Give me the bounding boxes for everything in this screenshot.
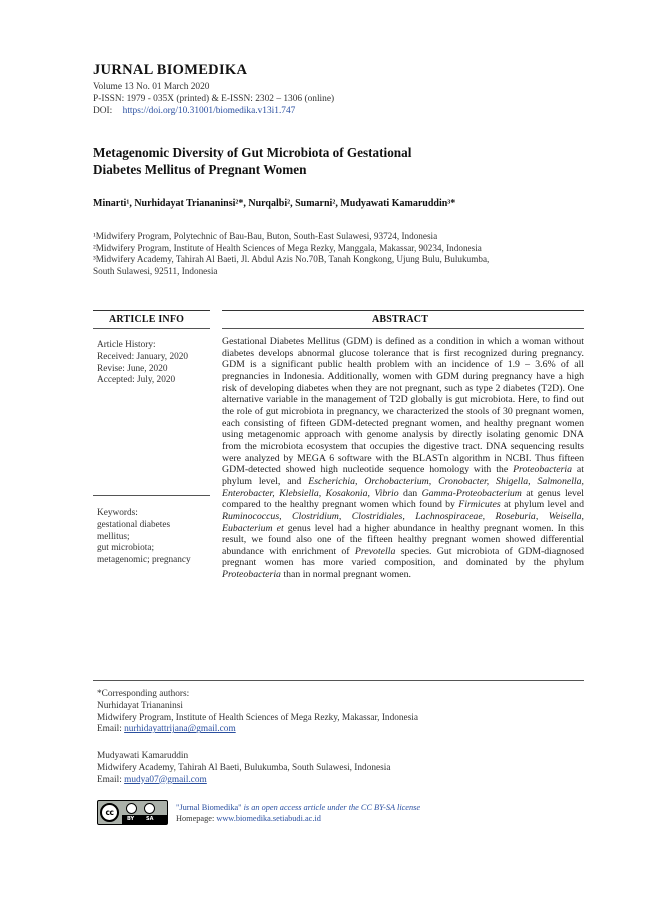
doi-link[interactable]: https://doi.org/10.31001/biomedika.v13i1.747 (122, 106, 296, 116)
abstract-part: Gestational Diabetes Mellitus (GDM) is defined as a condition in which a woman without diabetes develops abnormal glucose tolerance that is first recognized during pregnancy. GDM is a significant public health problem with an incidence of 1.9 – 3.6% of all pregnancies in Indonesia. Additionally, women with GDM during pregnancy have a high risk of developing diabetes when they are not pregnant, such as type 2 diabetes (T2D). One alternative variable in the management of T2D globally is gut microbiota. Here, to find out the role of gut microbiota in pregnancy, we characterized the stools of 30 pregnant women, each consisting of fifteen GDM-detected pregnant women, and healthy pregnant women using metagenomic approach with genome analysis by directly isolating genomic DNA from the microbiota ecosystem that occupies the digestive tract. DNA sequencing results were analyzed by MEGA 6 software with the BLASTn algorithm in NCBI. Thus fifteen GDM-detected showed high nucleotide sequence homology with the (222, 336, 584, 476)
abstract-part: dan (398, 487, 422, 499)
taxon-genera-gdm: Escherichia, Orchobacterium, Cronobacter, Shigella, Salmonella, Enterobacter, Klebsiella, Kosakonia, Vibrio (222, 475, 584, 499)
taxon-prevotella: Prevotella (354, 545, 396, 557)
affiliation-1: ¹Midwifery Program, Polytechnic of Bau-Bau, Buton, South-East Sulawesi, 93724, Indonesia (93, 231, 438, 241)
corresponding-author-2 (97, 751, 577, 786)
license-text[interactable]: is an open access article under the CC BY-SA license (241, 803, 421, 812)
corresponding-label: *Corresponding authors: (97, 689, 190, 699)
keyword-2: gut microbiota; (97, 543, 155, 554)
homepage-label: Homepage: (176, 813, 217, 823)
author1-email-link[interactable]: nurhidayattrijana@gmail.com (124, 724, 236, 735)
author2-email-line (97, 775, 577, 787)
abstract-part: at phylum level and (500, 499, 584, 511)
person-icon (126, 803, 137, 814)
email-label: Email: (97, 774, 125, 785)
corresponding-author-1 (97, 689, 577, 736)
author2-affiliation: Midwifery Academy, Tahirah Al Baeti, Bulukumba, South Sulawesi, Indonesia (97, 762, 391, 773)
license-line (176, 803, 420, 814)
homepage-link[interactable]: www.biomedika.setiabudi.ac.id (216, 813, 321, 823)
sa-label: SA (146, 816, 154, 822)
keyword-3: metagenomic; pregnancy (97, 555, 191, 566)
article-title-line-2: Diabetes Mellitus of Pregnant Women (93, 161, 307, 177)
history-label: Article History: (97, 340, 156, 350)
cc-icon: cc (100, 803, 119, 822)
article-history (97, 340, 188, 387)
author1-affiliation: Midwifery Program, Institute of Health Sciences of Mega Rezky, Makassar, Indonesia (97, 712, 418, 723)
doi-line (93, 105, 295, 117)
abstract-part: species. Gut microbiota of GDM-diagnosed pregnant women has more varied composition, and dominated by the phylum (222, 545, 584, 569)
abstract-part: at phylum level, and (222, 464, 584, 487)
footer-rule (93, 680, 584, 681)
article-title-line-1: Metagenomic Diversity of Gut Microbiota of Gestational (93, 145, 412, 160)
issn-info: P-ISSN: 1979 - 035X (printed) & E-ISSN: 2302 – 1306 (online) (93, 94, 335, 104)
journal-title: JURNAL BIOMEDIKA (93, 62, 248, 78)
doi-label: DOI: (93, 106, 113, 116)
affiliation-3: ³Midwifery Academy, Tahirah Al Baeti, Jl. Abdul Azis No.70B, Tanah Kongkong, Ujung Bulu, Bulukumba, (93, 254, 490, 264)
article-info-heading: ARTICLE INFO (109, 314, 185, 325)
email-label: Email: (97, 724, 125, 735)
info-rule-top (93, 310, 210, 311)
author2-email-link[interactable]: mudya07@gmail.com (124, 774, 207, 785)
taxon-firmicutes: Firmicutes (458, 499, 501, 511)
author2-name: Mudyawati Kamaruddin (97, 751, 189, 761)
accepted-date: Accepted: July, 2020 (97, 375, 176, 386)
abstract-part: than in normal pregnant women. (280, 569, 412, 581)
keywords-block (97, 508, 191, 567)
taxon-proteobacteria: Proteobacteria (222, 569, 281, 581)
affiliation-3-cont: South Sulawesi, 92511, Indonesia (93, 265, 218, 276)
abstract-part: genus level had a higher abundance in healthy pregnant women. In this result, we found also one of the fifteen healthy pregnant women showed differential abundance with enrichment of (222, 522, 584, 557)
homepage-line (176, 814, 420, 825)
affiliation-2: ²Midwifery Program, Institute of Health Sciences of Mega Rezky, Manggala, Makassar, 90234, Indonesia (93, 242, 482, 253)
author-list: Minarti¹, Nurhidayat Triananinsi²*, Nurqalbi², Sumarni², Mudyawati Kamaruddin³* (93, 198, 456, 209)
abstract-part: at genus level compared to the healthy pregnant women which found by (222, 487, 584, 511)
taxon-proteobacteria: Proteobacteria (513, 464, 573, 476)
abstract-text (222, 336, 584, 581)
revise-date: Revise: June, 2020 (97, 363, 168, 374)
keywords-rule (93, 495, 210, 496)
taxon-gamma-proteobacterium: Gamma-Proteobacterium (421, 487, 522, 499)
journal-quoted: "Jurnal Biomedika" (176, 803, 242, 812)
abstract-heading: ABSTRACT (372, 314, 429, 325)
info-rule-bottom (93, 328, 210, 329)
affiliations (93, 231, 563, 277)
taxon-genera-healthy: Ruminococcus, Clostridium, Clostridiales, Lachnospiraceae, Roseburia, Weisella, Eubacterium et (222, 510, 584, 534)
received-date: Received: January, 2020 (97, 351, 189, 362)
cc-by-sa-badge[interactable] (97, 800, 168, 825)
license-notice (176, 803, 420, 825)
author1-email-line (97, 724, 577, 736)
volume-info: Volume 13 No. 01 March 2020 (93, 82, 210, 92)
article-title (93, 145, 563, 178)
by-label: BY (127, 816, 135, 822)
abstract-rule-top (222, 310, 584, 311)
keywords-label: Keywords: (97, 508, 138, 518)
keyword-1: gestational diabetes (97, 519, 171, 530)
author1-name: Nurhidayat Triananinsi (97, 700, 183, 711)
share-alike-icon (144, 803, 155, 814)
keyword-1-cont: mellitus; (97, 531, 130, 542)
license-strip (122, 815, 167, 824)
abstract-rule-bottom (222, 328, 584, 329)
